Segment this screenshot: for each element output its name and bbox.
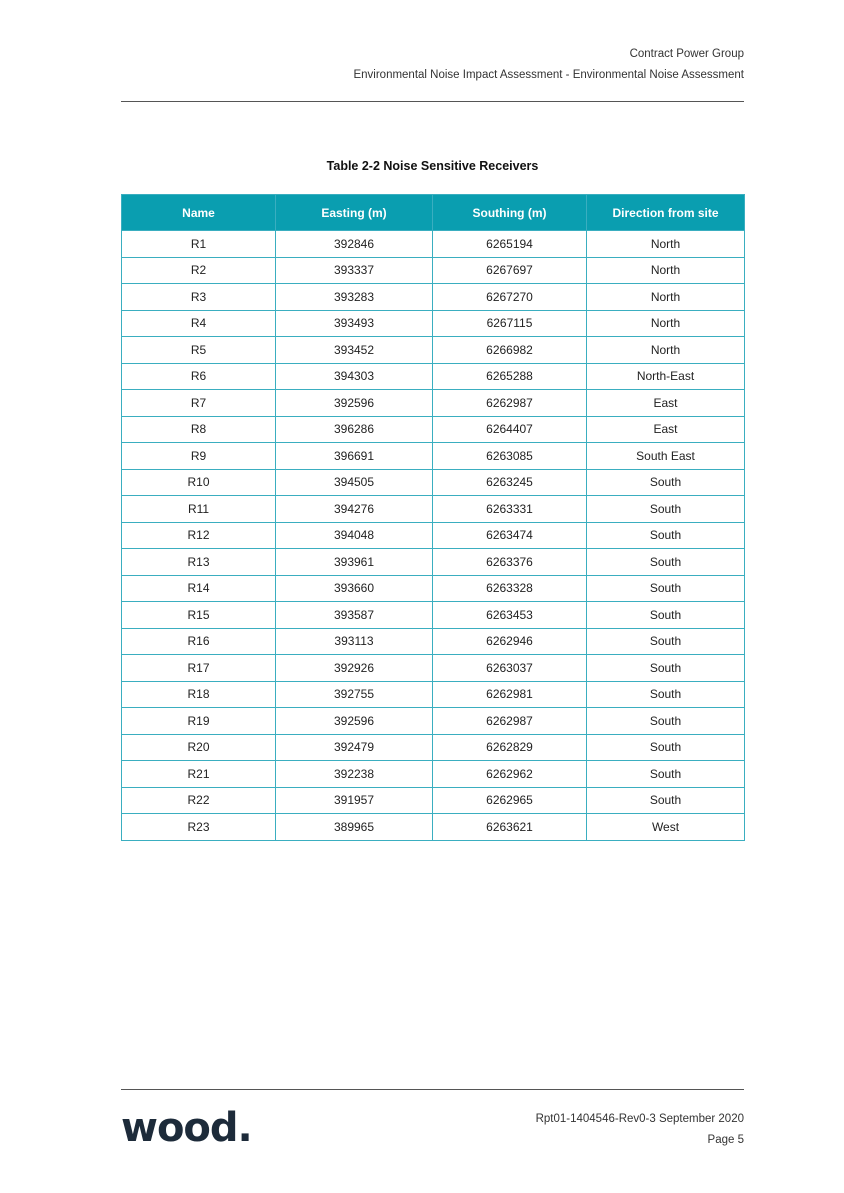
table-row — [122, 761, 745, 788]
cell-easting: 394505 — [276, 469, 433, 496]
cell-direction: North-East — [587, 363, 745, 390]
cell-name: R7 — [122, 390, 276, 417]
cell-name: R12 — [122, 522, 276, 549]
table-row — [122, 575, 745, 602]
cell-direction: South — [587, 575, 745, 602]
column-header-direction: Direction from site — [587, 195, 745, 231]
cell-name: R21 — [122, 761, 276, 788]
cell-easting: 394048 — [276, 522, 433, 549]
table-row — [122, 496, 745, 523]
footer-divider — [121, 1089, 744, 1090]
cell-easting: 392479 — [276, 734, 433, 761]
table-row — [122, 231, 745, 258]
table-row — [122, 390, 745, 417]
table-row — [122, 602, 745, 629]
cell-name: R16 — [122, 628, 276, 655]
cell-direction: South East — [587, 443, 745, 470]
cell-name: R1 — [122, 231, 276, 258]
cell-name: R20 — [122, 734, 276, 761]
cell-southing: 6263453 — [433, 602, 587, 629]
cell-direction: South — [587, 522, 745, 549]
cell-direction: South — [587, 655, 745, 682]
cell-name: R8 — [122, 416, 276, 443]
cell-southing: 6266982 — [433, 337, 587, 364]
cell-southing: 6267697 — [433, 257, 587, 284]
table-row — [122, 443, 745, 470]
cell-direction: North — [587, 337, 745, 364]
cell-direction: North — [587, 257, 745, 284]
cell-easting: 392596 — [276, 390, 433, 417]
cell-name: R22 — [122, 787, 276, 814]
page-footer — [536, 1109, 744, 1151]
table-caption: Table 2-2 Noise Sensitive Receivers — [326, 159, 539, 173]
cell-southing: 6267270 — [433, 284, 587, 311]
cell-direction: North — [587, 284, 745, 311]
cell-direction: West — [587, 814, 745, 841]
header-document-title: Environmental Noise Impact Assessment - Environmental Noise Assessment — [353, 69, 744, 81]
cell-easting: 396286 — [276, 416, 433, 443]
table-row — [122, 628, 745, 655]
cell-direction: North — [587, 310, 745, 337]
cell-southing: 6263621 — [433, 814, 587, 841]
cell-direction: North — [587, 231, 745, 258]
cell-easting: 392755 — [276, 681, 433, 708]
page-number: Page 5 — [707, 1134, 744, 1146]
cell-name: R2 — [122, 257, 276, 284]
cell-easting: 393452 — [276, 337, 433, 364]
cell-direction: South — [587, 549, 745, 576]
cell-name: R18 — [122, 681, 276, 708]
cell-direction: South — [587, 681, 745, 708]
table-row — [122, 681, 745, 708]
cell-easting: 391957 — [276, 787, 433, 814]
header-divider — [121, 101, 744, 102]
table-row — [122, 655, 745, 682]
cell-easting: 394276 — [276, 496, 433, 523]
cell-easting: 393337 — [276, 257, 433, 284]
table-row — [122, 734, 745, 761]
cell-name: R3 — [122, 284, 276, 311]
page-header — [353, 44, 744, 86]
cell-southing: 6262946 — [433, 628, 587, 655]
table-header-row — [122, 195, 745, 231]
cell-easting: 393587 — [276, 602, 433, 629]
cell-direction: South — [587, 761, 745, 788]
cell-easting: 393493 — [276, 310, 433, 337]
cell-southing: 6262987 — [433, 390, 587, 417]
cell-direction: South — [587, 787, 745, 814]
noise-receivers-table — [121, 194, 745, 841]
column-header-name: Name — [122, 195, 276, 231]
cell-direction: South — [587, 628, 745, 655]
table-row — [122, 416, 745, 443]
cell-southing: 6262981 — [433, 681, 587, 708]
cell-name: R17 — [122, 655, 276, 682]
cell-easting: 389965 — [276, 814, 433, 841]
cell-southing: 6265288 — [433, 363, 587, 390]
table-row — [122, 257, 745, 284]
cell-easting: 396691 — [276, 443, 433, 470]
column-header-easting: Easting (m) — [276, 195, 433, 231]
cell-southing: 6264407 — [433, 416, 587, 443]
cell-southing: 6263376 — [433, 549, 587, 576]
cell-direction: South — [587, 469, 745, 496]
cell-southing: 6263474 — [433, 522, 587, 549]
cell-southing: 6263245 — [433, 469, 587, 496]
column-header-southing: Southing (m) — [433, 195, 587, 231]
cell-direction: East — [587, 416, 745, 443]
cell-name: R10 — [122, 469, 276, 496]
cell-direction: South — [587, 734, 745, 761]
cell-name: R14 — [122, 575, 276, 602]
cell-name: R13 — [122, 549, 276, 576]
cell-name: R11 — [122, 496, 276, 523]
cell-southing: 6263037 — [433, 655, 587, 682]
cell-southing: 6263331 — [433, 496, 587, 523]
cell-southing: 6265194 — [433, 231, 587, 258]
table-row — [122, 310, 745, 337]
cell-easting: 394303 — [276, 363, 433, 390]
cell-easting: 393660 — [276, 575, 433, 602]
table-row — [122, 363, 745, 390]
cell-direction: South — [587, 602, 745, 629]
cell-easting: 393961 — [276, 549, 433, 576]
wood-logo — [121, 1105, 252, 1151]
cell-southing: 6262987 — [433, 708, 587, 735]
table-row — [122, 337, 745, 364]
cell-direction: East — [587, 390, 745, 417]
table-row — [122, 708, 745, 735]
report-reference: Rpt01-1404546-Rev0-3 September 2020 — [535, 1113, 744, 1125]
cell-name: R19 — [122, 708, 276, 735]
logo-text: wood — [121, 1105, 238, 1151]
cell-easting: 392596 — [276, 708, 433, 735]
table-row — [122, 549, 745, 576]
table-row — [122, 522, 745, 549]
cell-easting: 392238 — [276, 761, 433, 788]
table-row — [122, 469, 745, 496]
cell-southing: 6262962 — [433, 761, 587, 788]
logo-dot: . — [237, 1105, 252, 1151]
cell-southing: 6263328 — [433, 575, 587, 602]
cell-easting: 393113 — [276, 628, 433, 655]
cell-name: R4 — [122, 310, 276, 337]
cell-easting: 392926 — [276, 655, 433, 682]
cell-name: R9 — [122, 443, 276, 470]
cell-name: R6 — [122, 363, 276, 390]
cell-southing: 6262829 — [433, 734, 587, 761]
cell-direction: South — [587, 496, 745, 523]
cell-southing: 6262965 — [433, 787, 587, 814]
cell-southing: 6267115 — [433, 310, 587, 337]
cell-direction: South — [587, 708, 745, 735]
cell-name: R15 — [122, 602, 276, 629]
table-body — [122, 231, 745, 841]
cell-easting: 392846 — [276, 231, 433, 258]
cell-southing: 6263085 — [433, 443, 587, 470]
table-row — [122, 814, 745, 841]
cell-easting: 393283 — [276, 284, 433, 311]
cell-name: R23 — [122, 814, 276, 841]
table-row — [122, 787, 745, 814]
cell-name: R5 — [122, 337, 276, 364]
header-company: Contract Power Group — [629, 48, 744, 60]
table-row — [122, 284, 745, 311]
